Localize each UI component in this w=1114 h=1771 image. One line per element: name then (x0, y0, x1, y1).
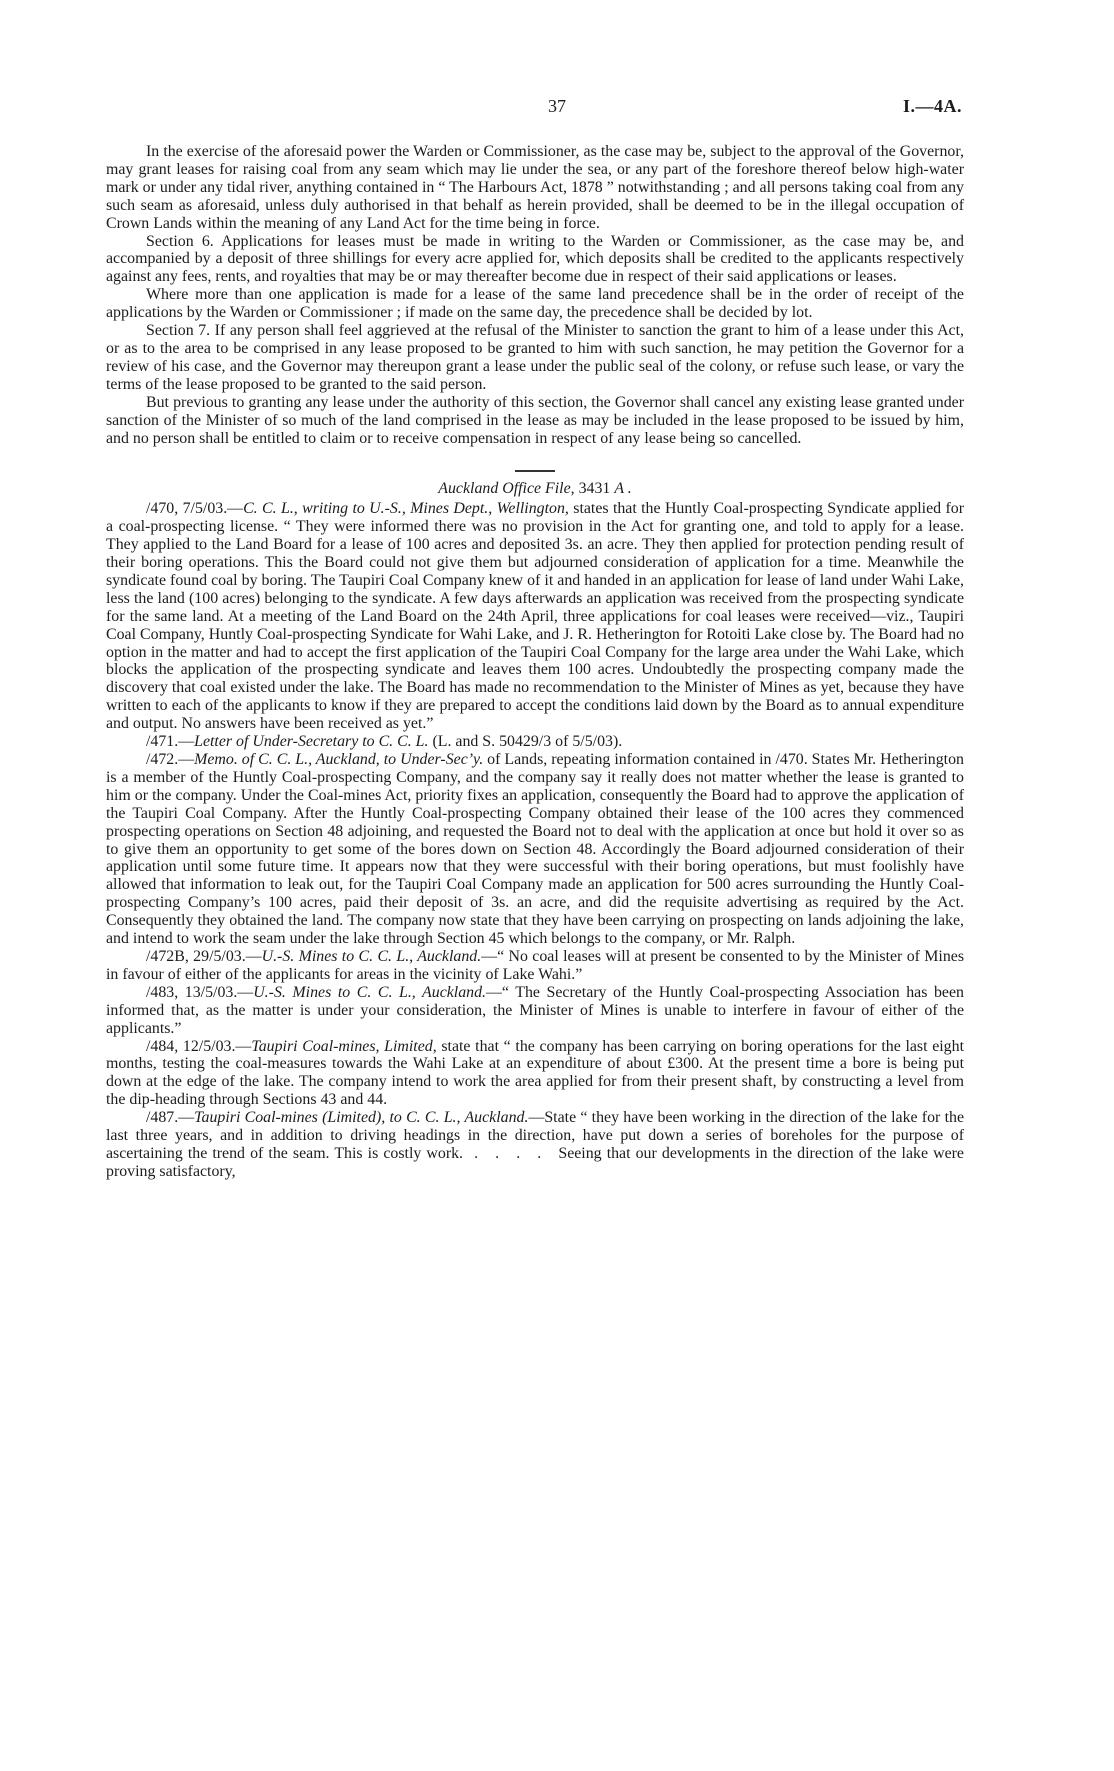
paragraph-section-6: Section 6. Applications for leases must be made in writing to the Warden or Commissioner, as the case may be, and accompanied by a deposit of three shillings for every acre applied for, which deposits shall be credited to the applicants respectively against any fees, rents, and royalties that may be or may thereafter become due in respect of their said applications or leases. (106, 232, 964, 286)
entry-ellipsis: . . . . (463, 1144, 559, 1162)
entry-text: of Lands, repeating information contained in /470. States Mr. Hetherington is a member of the Huntly Coal-prospecting Company, and the company say it really does not matter whether the lease is granted to him or the company. Under the Coal-mines Act, priority fixes an application, consequently the Board had to approve the application of the Taupiri Coal Company. After the Huntly Coal-prospecting Company obtained their lease of the 100 acres they commenced prospecting operations on Section 48 adjoining, and requested the Board not to deal with the application at once but hold it over so as to give them an opportunity to get some of the bores down on Section 48. Accordingly the Board adjourned consideration of their application until some future time. It appears now that they were successful with their boring operations, but must foolishly have allowed that information to leak out, for the Taupiri Coal Company made an application for 500 acres surrounding the Huntly Coal-prospecting Company’s 100 acres, paid their deposit of 3s. an acre, and did the requisite advertising as required by the Act. Consequently they obtained the land. The company now state that they have been carrying on prospecting on lands adjoining the lake, and intend to work the seam under the lake through Section 45 which belongs to the company, or Mr. Ralph. (106, 751, 964, 948)
paragraph-precedence: Where more than one application is made for a lease of the same land precedence shall be in the order of receipt of the applications by the Warden or Commissioner ; if made on the same day, the precedence shall be decided by lot. (106, 286, 964, 322)
entry-source: Letter of Under-Secretary to C. C. L. (194, 733, 429, 751)
entry-472b (106, 948, 964, 984)
entry-source: Taupiri Coal-mines, Limited, (251, 1037, 437, 1055)
entry-text: state that “ the company has been carrying on boring operations for the last eight months, testing the coal-measures towards the Wahi Lake at an expenditure of about £300. At the present time a bore is being put down at the edge of the lake. The company intend to work the area applied for from their present shaft, by constructing a level from the dip-heading through Sections 43 and 44. (106, 1037, 964, 1109)
file-heading (106, 480, 964, 498)
entry-text-continued: Seeing that our developments in the direction of the lake were proving satisfactory, (106, 1144, 964, 1180)
body-text (106, 143, 964, 1181)
entry-484 (106, 1038, 964, 1110)
entry-ref: /471.— (146, 733, 195, 751)
entry-471 (106, 733, 964, 751)
entry-text: states that the Huntly Coal-prospecting Syndicate applied for a coal-prospecting license. “ They were informed there was no provision in the Act for granting one, and told to apply for a lease. They applied to the Land Board for a lease of 100 acres and deposited 3s. an acre. They then applied for protection pending result of their boring operations. This the Board could not give them but adjourned consideration of application for a time. Meanwhile the syndicate found coal by boring. The Taupiri Coal Company knew of it and handed in an application for lease of land under Wahi Lake, less the land (100 acres) belonging to the syndicate. A few days afterwards an application was received from the prospecting syndicate for the same land. At a meeting of the Land Board on the 24th April, three applications for coal leases were received—viz., Taupiri Coal Company, Huntly Coal-prospecting Syndicate for Wahi Lake, and J. R. Hetherington for Rotoiti Lake close by. The Board had no option in the matter and had to accept the first application of the Taupiri Coal Company for the large area under the Wahi Lake, which blocks the application of the prospecting syndicate and leaves them 100 acres. Undoubtedly the prospecting company made the discovery that coal existed under the lake. The Board has made no recommendation to the Minister of Mines as yet, because they have written to each of the applicants to know if they are prepared to accept the conditions laid down by the Board as to annual expenditure and output. No answers have been received as yet.” (106, 500, 965, 733)
paragraph-cancellation: But previous to granting any lease under the authority of this section, the Governor shall cancel any existing lease granted under sanction of the Minister of so much of the land comprised in the lease as may be included in the lease proposed to be issued by him, and no person shall be entitled to claim or to receive compensation in respect of any lease being so cancelled. (106, 393, 964, 447)
entry-text: —“ No coal leases will at present be consented to by the Minister of Mines in favour of either of the applicants for areas in the vicinity of Lake Wahi.” (106, 947, 965, 983)
entry-text: —State “ they have been working in the direction of the lake for the last three years, and in addition to driving headings in the direction, have put down a series of boreholes for the purpose of ascertaining the trend of the seam. This is costly work. (106, 1109, 964, 1162)
entry-ref: /484, 12/5/03.— (146, 1037, 252, 1055)
entry-source: U.-S. Mines to C. C. L., Auckland. (261, 947, 482, 965)
page-header (0, 96, 1114, 120)
section-divider (515, 470, 555, 472)
entry-source: Taupiri Coal-mines (Limited), to C. C. L., Auckland. (194, 1109, 529, 1127)
entry-ref: /470, 7/5/03.— (146, 500, 244, 518)
entry-ref: /472B, 29/5/03.— (146, 947, 262, 965)
file-heading-suffix: A . (614, 480, 632, 498)
document-reference: I.—4A. (902, 96, 962, 116)
entry-source: Memo. of C. C. L., Auckland, to Under-Sec’y. (194, 751, 484, 768)
entry-ref: /487.— (146, 1109, 195, 1127)
entry-ref: /483, 13/5/03.— (146, 983, 254, 1001)
paragraph-harbours: In the exercise of the aforesaid power the Warden or Commissioner, as the case may be, subject to the approval of the Governor, may grant leases for raising coal from any seam which may lie under the sea, or any part of the foreshore thereof below high-water mark or under any tidal river, anything contained in “ The Harbours Act, 1878 ” notwithstanding ; and all persons taking coal from any such seam as aforesaid, unless duly authorised in that behalf as herein provided, shall be deemed to be in the illegal occupation of Crown Lands within the meaning of any Land Act for the time being in force. (106, 143, 964, 232)
entry-source: C. C. L., writing to U.-S., Mines Dept., Wellington, (243, 500, 569, 518)
page-number: 37 (548, 96, 566, 116)
entry-source: U.-S. Mines to C. C. L., Auckland. (253, 983, 487, 1001)
entry-470 (106, 500, 964, 733)
paragraph-section-7: Section 7. If any person shall feel aggrieved at the refusal of the Minister to sanction the grant to him of a lease under this Act, or as to the area to be comprised in any lease proposed to be granted to him with such sanction, he may petition the Governor for a review of his case, and the Governor may thereupon grant a lease under the public seal of the colony, or refuse such lease, or vary the terms of the lease proposed to be granted to the said person. (106, 322, 964, 393)
entry-text: (L. and S. 50429/3 of 5/5/03). (428, 733, 623, 751)
file-heading-number: 3431 (574, 480, 615, 498)
entry-483 (106, 984, 964, 1038)
entry-ref: /472.— (146, 751, 195, 768)
entry-487 (106, 1109, 964, 1181)
entry-472 (106, 751, 964, 948)
entry-text: —“ The Secretary of the Huntly Coal-prospecting Association has been informed that, as the matter is under your consideration, the Minister of Mines is unable to interfere in favour of either of the applicants.” (106, 983, 964, 1037)
file-heading-title: Auckland Office File, (438, 480, 575, 498)
